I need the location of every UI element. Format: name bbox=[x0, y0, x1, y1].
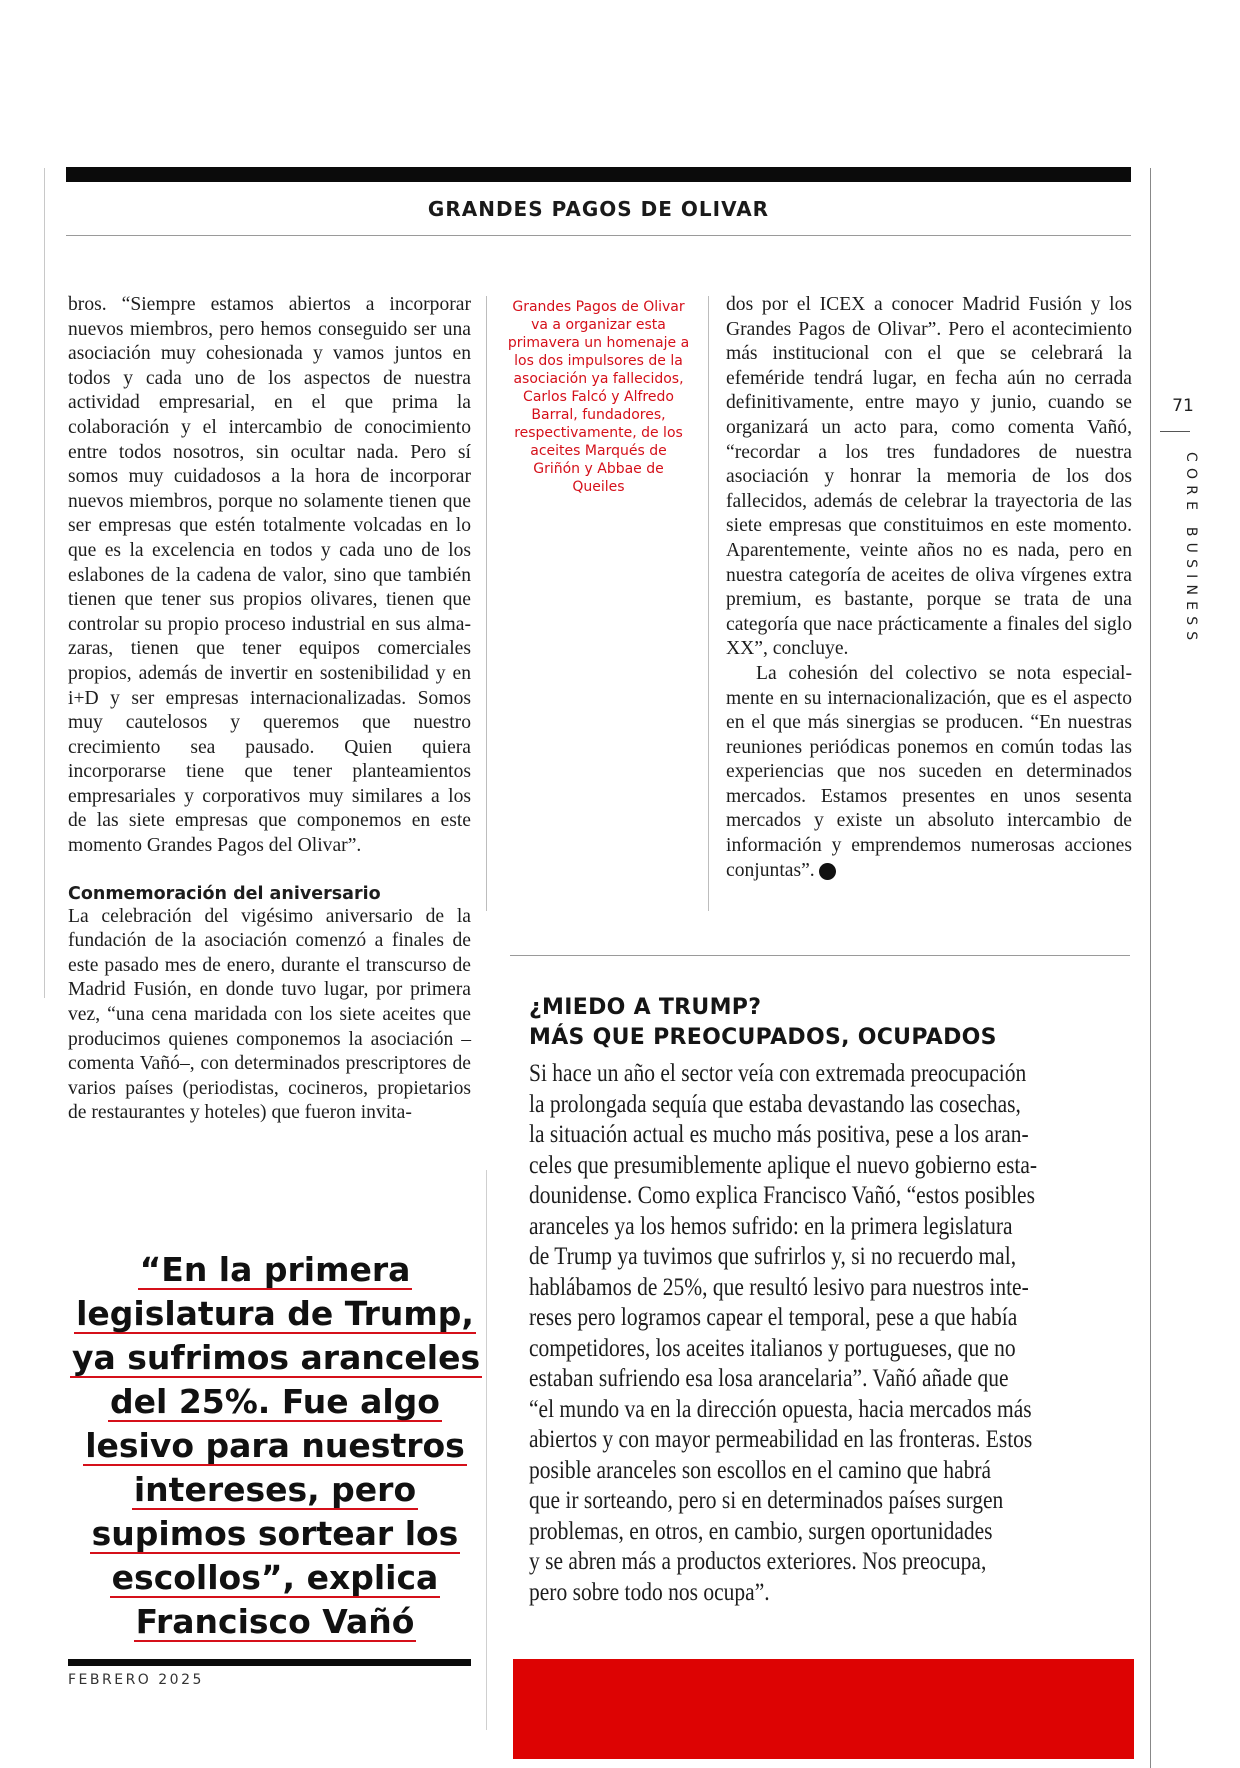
quote-line: Francisco Vañó bbox=[135, 1602, 415, 1641]
box-text-line: “el mundo va en la dirección opuesta, hacia mercados más bbox=[529, 1395, 1032, 1423]
box-text-line: celes que presumiblemente aplique el nuevo gobierno esta- bbox=[529, 1151, 1038, 1179]
page-edge-rule bbox=[1150, 168, 1151, 1768]
quote-line: ya sufrimos aranceles bbox=[72, 1338, 481, 1377]
column-3 bbox=[726, 293, 1132, 883]
column-1 bbox=[68, 293, 471, 1126]
body-paragraph-text: La cohesión del colectivo se nota especialmente en su internacionalización, que es el aspecto en el que más sinergias se producen. “En nuestras reuniones periódicas ponemos en común todas las experiencias que nos suceden en determinados mercados. Estamos presentes en unos sesenta mercados y existe un absoluto intercambio de información y emprendemos numerosas acciones conjuntas”. bbox=[726, 662, 1132, 881]
box-text-line: la situación actual es mucho más positiva, pese a los aran- bbox=[529, 1121, 1029, 1148]
sidebar-box-title bbox=[529, 993, 1129, 1053]
quote-line: del 25%. Fue algo bbox=[110, 1382, 440, 1421]
header-bar bbox=[66, 167, 1131, 182]
footer-bar bbox=[68, 1659, 471, 1666]
box-text-line: competidores, los aceites italianos y portugueses, que no bbox=[529, 1334, 1016, 1362]
quote-line: intereses, pero bbox=[133, 1470, 417, 1509]
box-text-line: abiertos y con mayor permeabilidad en las fronteras. Estos bbox=[529, 1426, 1033, 1453]
quote-line: legislatura de Trump, bbox=[76, 1294, 474, 1333]
section-title: GRANDES PAGOS DE OLIVAR bbox=[427, 197, 770, 221]
quote-line: “En la primera bbox=[139, 1250, 411, 1289]
red-advert-block bbox=[513, 1659, 1134, 1759]
subheading: Conmemoración del aniversario bbox=[68, 883, 381, 904]
body-paragraph: La celebración del vigésimo aniversario de la fundación de la asociación comenzó a finales de este pasado mes de enero, durante el transcurso de Madrid Fusión, en donde tuvo lugar, por primera vez, “una cena maridada con los siete aceites que producimos quienes componemos la asociación –comenta Vañó–, con determinados prescriptores de varios países (periodistas, cocineros, propietarios de restaurantes y hoteles) que fueron invita- bbox=[68, 905, 471, 1124]
end-of-article-icon: F bbox=[819, 863, 836, 880]
quote-line: supimos sortear los bbox=[91, 1514, 459, 1553]
header-divider bbox=[66, 235, 1131, 236]
pull-note: Grandes Pagos de Olivar va a organizar esta primavera un homenaje a los dos impulsores de la asociación ya fallecidos, Carlos Falcó y Alfredo Barral, fundadores, respectivamente, de los aceites Marqués de Griñón y Abbae de Queiles bbox=[507, 299, 690, 495]
page-number: 71 bbox=[1172, 396, 1194, 416]
box-text-line: aranceles ya los hemos sufrido: en la primera legislatura bbox=[529, 1212, 1013, 1240]
box-text-line: posible aranceles son escollos en el camino que habrá bbox=[529, 1456, 992, 1484]
box-text-line: estaban sufriendo esa losa arancelaria”. Vañó añade que bbox=[529, 1365, 1009, 1392]
quote-line: escollos”, explica bbox=[111, 1558, 439, 1597]
box-text-line: Si hace un año el sector veía con extremada preocupación bbox=[529, 1060, 1027, 1087]
pull-quote bbox=[70, 1250, 480, 1646]
issue-date: FEBRERO 2025 bbox=[68, 1672, 204, 1688]
sidebar-box-rule bbox=[510, 955, 1130, 956]
page-margin-rule bbox=[44, 168, 45, 998]
box-text-line: de Trump ya tuvimos que sufrirlos y, si no recuerdo mal, bbox=[529, 1243, 1017, 1270]
box-text-line: que ir sorteando, pero si en determinados países surgen bbox=[529, 1487, 1004, 1514]
column-divider bbox=[486, 1170, 487, 1730]
box-text-line: pero sobre todo nos ocupa”. bbox=[529, 1578, 770, 1606]
body-paragraph: dos por el ICEX a conocer Madrid Fusión y los Grandes Pagos de Olivar”. Pero el acontecimiento más institucional con el que se celebrará la efeméride tendrá lugar, en fecha aún no cerrada definitivamente, entre mayo y junio, cuando se organizará un acto para, como comenta Vañó, “recordar a los tres fundadores de nuestra asociación y honrar la memoria de los dos fallecidos, además de celebrar la trayectoria de las siete empresas que constituimos en este momento. Aparentemente, veinte años no es nada, pero en nuestra categoría de aceites de oliva vírgenes extra premium, es bastante, porque se trata de una categoría que nace prácticamente a finales del siglo XX”, concluye. bbox=[726, 294, 1132, 660]
box-title-line: ¿MIEDO A TRUMP? bbox=[529, 995, 762, 1020]
box-text-line: dounidense. Como explica Francisco Vañó, “estos posibles bbox=[529, 1182, 1035, 1209]
body-paragraph-end bbox=[726, 662, 1132, 883]
body-paragraph: bros. “Siempre estamos abiertos a incorporar nuevos miembros, pero hemos conseguido ser una asociación muy cohesionada y vamos juntos en todos y cada uno de los aspectos de nuestra actividad empresarial, en el que prima la colaboración y el intercambio de conocimiento entre todos nosotros, sin ocultar nada. Pero sí somos muy cuidadosos a la hora de incorporar nuevos miembros, porque no solamente tienen que ser empresas que estén totalmente volcadas en lo que es la excelencia en todos y cada uno de los eslabones de la cadena de valor, sino que también tienen que tener sus propios olivares, tienen que controlar su propio proceso industrial en sus almazaras, tienen que tener equipos comerciales propios, además de invertir en sostenibilidad y en i+D y ser empresas internacionalizadas. Somos muy cautelosos y queremos que nuestro crecimiento sea pausado. Quien quiera incorporarse tiene que tener planteamientos empresariales y corporativos muy similares a los de las siete empresas que componemos en este momento Grandes Pagos del Olivar”. bbox=[68, 294, 471, 857]
box-text-line: la prolongada sequía que estaba devastando las cosechas, bbox=[529, 1090, 1021, 1118]
box-text-line: problemas, en otros, en cambio, surgen oportunidades bbox=[529, 1517, 993, 1545]
box-text-line: hablábamos de 25%, que resultó lesivo para nuestros inte- bbox=[529, 1273, 1029, 1301]
sidebar-box-body bbox=[529, 1059, 1131, 1608]
box-text-line: reses pero logramos capear el temporal, pese a que había bbox=[529, 1304, 1018, 1331]
box-title-line: MÁS QUE PREOCUPADOS, OCUPADOS bbox=[529, 1025, 997, 1050]
column-divider bbox=[486, 296, 487, 911]
section-label: CORE BUSINESS bbox=[1183, 452, 1199, 647]
folio-divider bbox=[1160, 431, 1190, 432]
quote-line: lesivo para nuestros bbox=[85, 1426, 465, 1465]
box-text-line: y se abren más a productos exteriores. Nos preocupa, bbox=[529, 1548, 987, 1575]
column-divider bbox=[708, 296, 709, 911]
